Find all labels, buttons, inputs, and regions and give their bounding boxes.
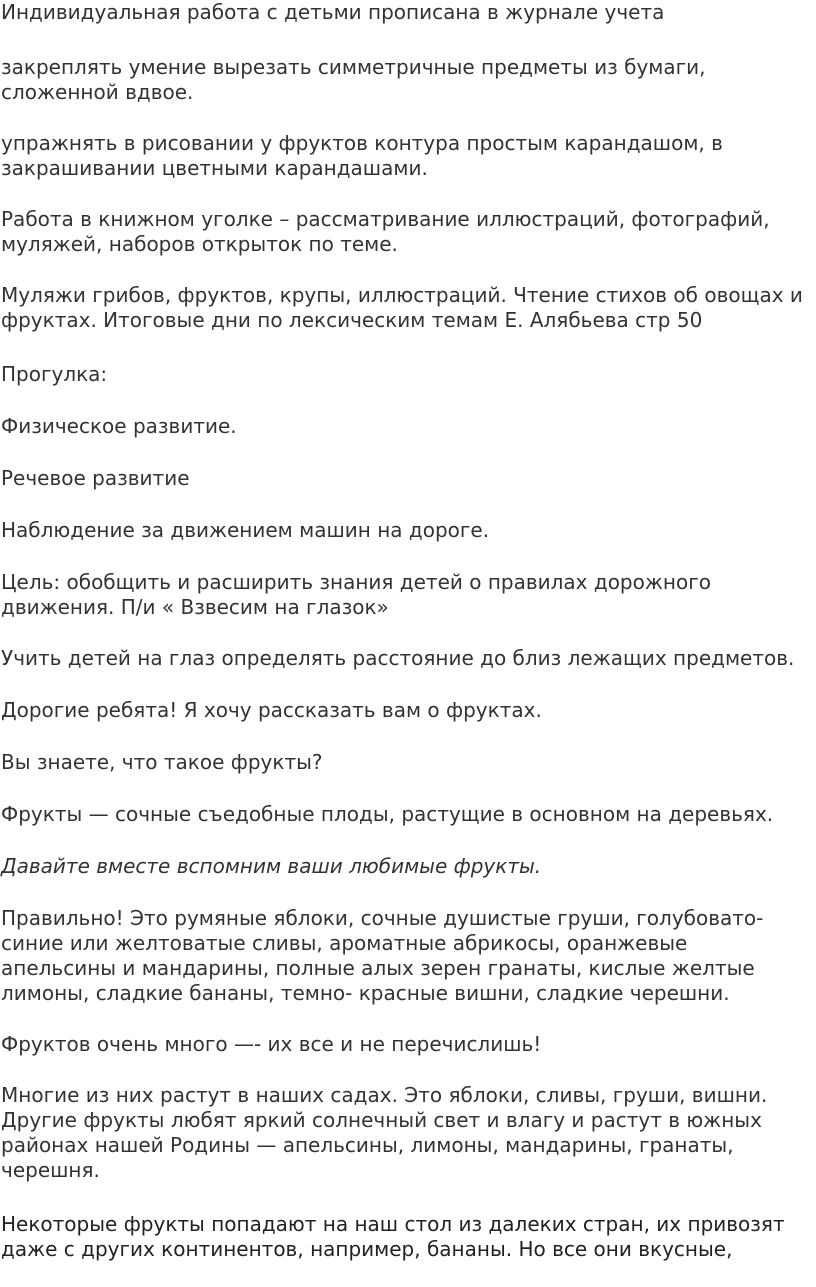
paragraph-distant-countries: Некоторые фрукты попадают на наш стол из далеких стран, их привозят даже с других континентов, например, бананы. Но все они вкусные, xyxy=(1,1212,785,1261)
paragraph-gardens: Многие из них растут в наших садах. Это яблоки, сливы, груши, вишни. Другие фрукты любят яркий солнечный свет и влагу и растут в южных районах нашей Родины — апельсины, лимоны, мандарины, гранаты, черешня. xyxy=(1,1083,768,1182)
paragraph-cutting-skill: закреплять умение вырезать симметричные предметы из бумаги, сложенной вдвое. xyxy=(1,55,706,104)
paragraph-individual-work: Индивидуальная работа с детьми прописана в журнале учета xyxy=(1,0,665,24)
paragraph-teach-distance: Учить детей на глаз определять расстояние до близ лежащих предметов. xyxy=(1,646,795,670)
paragraph-observation: Наблюдение за движением машин на дороге. xyxy=(1,518,490,542)
paragraph-goal: Цель: обобщить и расширить знания детей о правилах дорожного движения. П/и « Взвесим на глазок» xyxy=(1,570,711,619)
paragraph-drawing-exercise: упражнять в рисовании у фруктов контура простым карандашом, в закрашивании цветными карандашами. xyxy=(1,131,723,180)
paragraph-walk-heading: Прогулка: xyxy=(1,362,108,386)
paragraph-greeting: Дорогие ребята! Я хочу рассказать вам о фруктах. xyxy=(1,698,542,722)
paragraph-question: Вы знаете, что такое фрукты? xyxy=(1,750,323,774)
paragraph-speech-development: Речевое развитие xyxy=(1,466,190,490)
paragraph-models: Муляжи грибов, фруктов, крупы, иллюстраций. Чтение стихов об овощах и фруктах. Итоговые дни по лексическим темам Е. Алябьева стр 50 xyxy=(1,283,803,332)
paragraph-fruit-definition: Фрукты — сочные съедобные плоды, растущие в основном на деревьях. xyxy=(1,802,774,826)
paragraph-physical-development: Физическое развитие. xyxy=(1,414,237,438)
paragraph-many-fruits: Фруктов очень много —- их все и не перечислишь! xyxy=(1,1032,542,1056)
paragraph-favorite-fruits: Давайте вместе вспомним ваши любимые фрукты. xyxy=(1,854,542,878)
paragraph-book-corner: Работа в книжном уголке – рассматривание иллюстраций, фотографий, муляжей, наборов открыток по теме. xyxy=(1,207,770,256)
paragraph-fruit-list: Правильно! Это румяные яблоки, сочные душистые груши, голубовато-синие или желтоватые сливы, ароматные абрикосы, оранжевые апельсины и мандарины, полные алых зерен гранаты, кислые желтые лимоны, сладкие бананы, темно- красные вишни, сладкие черешни. xyxy=(1,906,764,1005)
